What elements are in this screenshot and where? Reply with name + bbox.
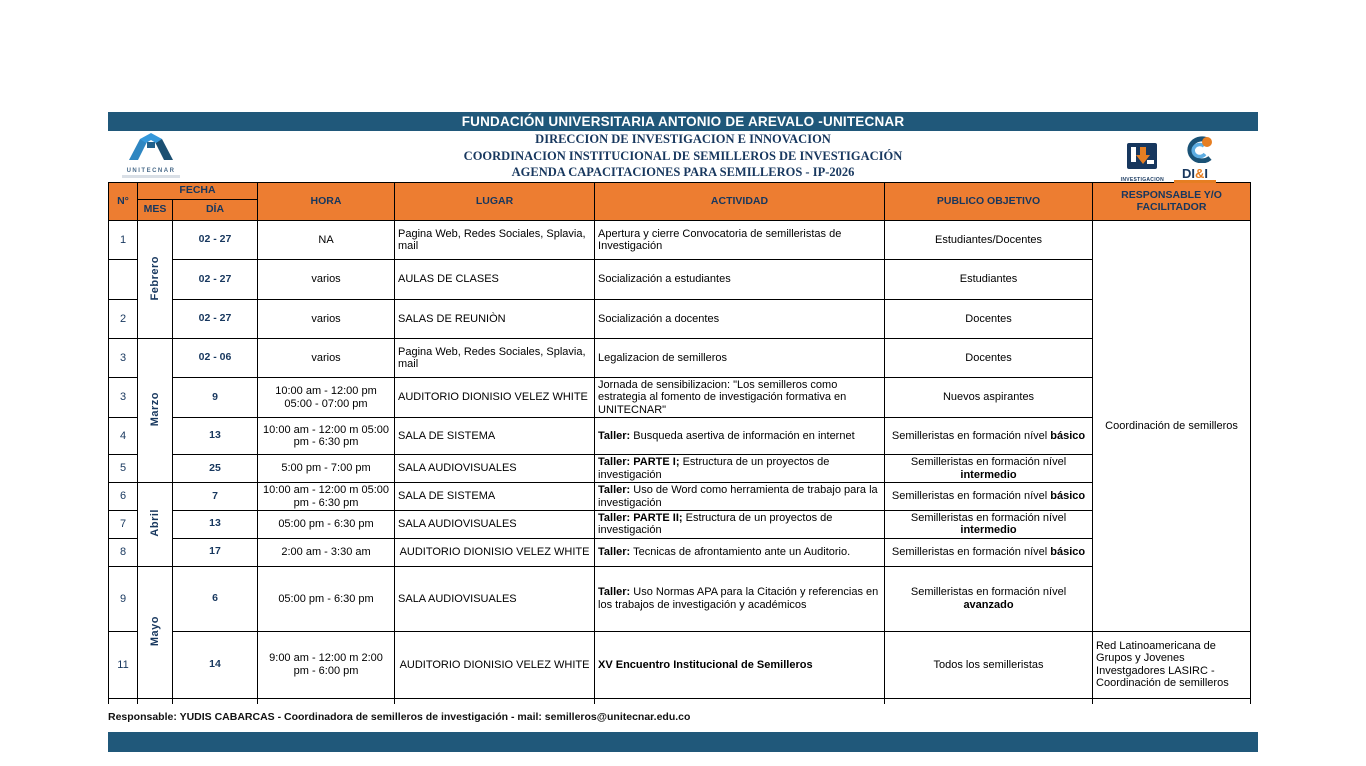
table-row (109, 378, 1251, 418)
table-row (109, 455, 1251, 483)
cell-actividad: Apertura y cierre Convocatoria de semilleristas de Investigación (595, 221, 885, 260)
cell-dia: 25 (173, 455, 258, 483)
col-header-publico: PUBLICO OBJETIVO (885, 183, 1093, 221)
col-header-actividad: ACTIVIDAD (595, 183, 885, 221)
cell-dia: 13 (173, 510, 258, 538)
col-header-hora: HORA (258, 183, 395, 221)
table-row (109, 339, 1251, 378)
table-row (109, 260, 1251, 300)
table-row (109, 566, 1251, 631)
cell-publico: Todos los semilleristas (885, 631, 1093, 698)
cell-hora: 2:00 am - 3:30 am (258, 538, 395, 566)
investigacion-logo (1121, 142, 1164, 183)
cell-num: 5 (109, 455, 138, 483)
cell-lugar: Pagina Web, Redes Sociales, Splavia, mail (395, 221, 595, 260)
col-header-responsable: RESPONSABLE Y/O FACILITADOR (1093, 183, 1251, 221)
cell-dia: 6 (173, 566, 258, 631)
col-header-lugar: LUGAR (395, 183, 595, 221)
cell-responsable-merged: Coordinación de semilleros (1093, 221, 1251, 632)
title-bar (108, 112, 1258, 131)
cell-actividad: Taller: Uso de Word como herramienta de trabajo para la investigación (595, 483, 885, 511)
investigacion-logo-label: INVESTIGACION (1120, 177, 1164, 183)
cell-num: 9 (109, 566, 138, 631)
cell-dia: 14 (173, 631, 258, 698)
cell-publico: Semilleristas en formación nível básico (885, 483, 1093, 511)
cell-hora: 10:00 am - 12:00 m 05:00 pm - 6:30 pm (258, 418, 395, 455)
cell-lugar: SALA AUDIOVISUALES (395, 510, 595, 538)
col-header-fecha: FECHA (138, 183, 258, 200)
footer-note: Responsable: YUDIS CABARCAS - Coordinadora de semilleros de investigación - mail: semilleros@unitecnar.edu.co (108, 710, 691, 723)
cell-publico: Semilleristas en formación nível intermedio (885, 510, 1093, 538)
cell-actividad: Legalizacion de semilleros (595, 339, 885, 378)
cell-num: 3 (109, 339, 138, 378)
cell-mes-febrero: Febrero (138, 221, 173, 339)
cell-publico: Semilleristas en formación nível básico (885, 538, 1093, 566)
cell-dia: 7 (173, 483, 258, 511)
investigacion-logo-icon (1126, 142, 1158, 172)
cell-actividad: Socialización a docentes (595, 300, 885, 339)
subtitle-coordinacion: COORDINACION INSTITUCIONAL DE SEMILLEROS DE INVESTIGACIÓN (463, 148, 903, 163)
cell-actividad: Taller: PARTE II; Estructura de un proyectos de investigación (595, 510, 885, 538)
cell-hora: 5:00 pm - 7:00 pm (258, 455, 395, 483)
cell-dia: 02 - 27 (173, 300, 258, 339)
cell-lugar: AULAS DE CLASES (395, 260, 595, 300)
table-row (109, 538, 1251, 566)
cell-publico: Semilleristas en formación nível intermedio (885, 455, 1093, 483)
bottom-bar (108, 732, 1258, 752)
cell-dia: 13 (173, 418, 258, 455)
cell-actividad: Taller: PARTE I; Estructura de un proyectos de investigación (595, 455, 885, 483)
col-header-num: N° (109, 183, 138, 221)
cell-hora: varios (258, 260, 395, 300)
cell-lugar: AUDITORIO DIONISIO VELEZ WHITE (395, 378, 595, 418)
cell-mes-marzo: Marzo (138, 339, 173, 483)
dii-logo (1174, 136, 1216, 183)
cell-hora: 05:00 pm - 6:30 pm (258, 566, 395, 631)
cell-hora: 9:00 am - 12:00 m 2:00 pm - 6:00 pm (258, 631, 395, 698)
cell-hora: NA (258, 221, 395, 260)
cell-publico: Semilleristas en formación nível avanzado (885, 566, 1093, 631)
cell-publico: Semilleristas en formación nível básico (885, 418, 1093, 455)
cell-mes-mayo: Mayo (138, 566, 173, 698)
cell-publico: Nuevos aspirantes (885, 378, 1093, 418)
cell-hora: 10:00 am - 12:00 m 05:00 pm - 6:30 pm (258, 483, 395, 511)
cell-num (109, 260, 138, 300)
cell-lugar: SALA DE SISTEMA (395, 483, 595, 511)
cell-responsable: Red Latinoamericana de Grupos y Jovenes Investgadores LASIRC - Coordinación de semilleros (1093, 631, 1251, 698)
cell-lugar: AUDITORIO DIONISIO VELEZ WHITE (395, 538, 595, 566)
agenda-table (108, 182, 1251, 704)
cell-publico: Docentes (885, 300, 1093, 339)
dii-logo-label: DI&I (1181, 166, 1208, 181)
cell-mes-abril: Abril (138, 483, 173, 567)
col-header-mes: MES (138, 200, 173, 221)
cell-num: 2 (109, 300, 138, 339)
cell-actividad: XV Encuentro Institucional de Semilleros (595, 631, 885, 698)
cell-hora: 05:00 pm - 6:30 pm (258, 510, 395, 538)
cell-num: 4 (109, 418, 138, 455)
unitecnar-logo-label: UNITECNAR (126, 168, 176, 174)
cell-hora: 10:00 am - 12:00 pm 05:00 - 07:00 pm (258, 378, 395, 418)
cell-actividad: Taller: Tecnicas de afrontamiento ante un Auditorio. (595, 538, 885, 566)
cell-dia: 17 (173, 538, 258, 566)
cell-lugar: SALAS DE REUNIÒN (395, 300, 595, 339)
cell-dia: 9 (173, 378, 258, 418)
dii-logo-icon (1174, 136, 1216, 163)
cell-dia: 02 - 27 (173, 221, 258, 260)
cell-num: 8 (109, 538, 138, 566)
subtitle-direccion: DIRECCION DE INVESTIGACION E INNOVACION (535, 132, 831, 146)
table-row (109, 300, 1251, 339)
cell-num: 11 (109, 631, 138, 698)
header-band (108, 131, 1258, 182)
cell-actividad: Jornada de sensibilizacion: "Los semilleros como estrategia al fomento de investigación formativa en UNITECNAR" (595, 378, 885, 418)
table-row (109, 631, 1251, 698)
cell-actividad: Taller: Uso Normas APA para la Citación y referencias en los trabajos de investigación y académicos (595, 566, 885, 631)
cell-dia: 02 - 27 (173, 260, 258, 300)
cell-actividad: Taller: Busqueda asertiva de información en internet (595, 418, 885, 455)
cell-lugar: SALA DE SISTEMA (395, 418, 595, 455)
cell-publico: Estudiantes (885, 260, 1093, 300)
cell-lugar: SALA AUDIOVISUALES (395, 455, 595, 483)
table-row (109, 418, 1251, 455)
table-row (109, 510, 1251, 538)
cell-num: 6 (109, 483, 138, 511)
org-title: FUNDACIÓN UNIVERSITARIA ANTONIO DE AREVALO -UNITECNAR (461, 114, 905, 129)
cell-hora: varios (258, 300, 395, 339)
cell-num: 1 (109, 221, 138, 260)
cell-lugar: AUDITORIO DIONISIO VELEZ WHITE (395, 631, 595, 698)
header-titles (108, 131, 1258, 181)
cell-hora: varios (258, 339, 395, 378)
cell-lugar: Pagina Web, Redes Sociales, Splavia, mail (395, 339, 595, 378)
subtitle-agenda: AGENDA CAPACITACIONES PARA SEMILLEROS - IP-2026 (511, 165, 855, 179)
cell-lugar: SALA AUDIOVISUALES (395, 566, 595, 631)
cell-actividad: Socialización a estudiantes (595, 260, 885, 300)
cell-num: 7 (109, 510, 138, 538)
content-area (108, 112, 1258, 752)
cell-publico: Docentes (885, 339, 1093, 378)
cell-publico: Estudiantes/Docentes (885, 221, 1093, 260)
col-header-dia: DÍA (173, 200, 258, 221)
table-row (109, 221, 1251, 260)
cell-dia: 02 - 06 (173, 339, 258, 378)
table-cutoff-row (109, 698, 1251, 704)
right-logos (1121, 136, 1216, 183)
table-row (109, 483, 1251, 511)
cell-num: 3 (109, 378, 138, 418)
